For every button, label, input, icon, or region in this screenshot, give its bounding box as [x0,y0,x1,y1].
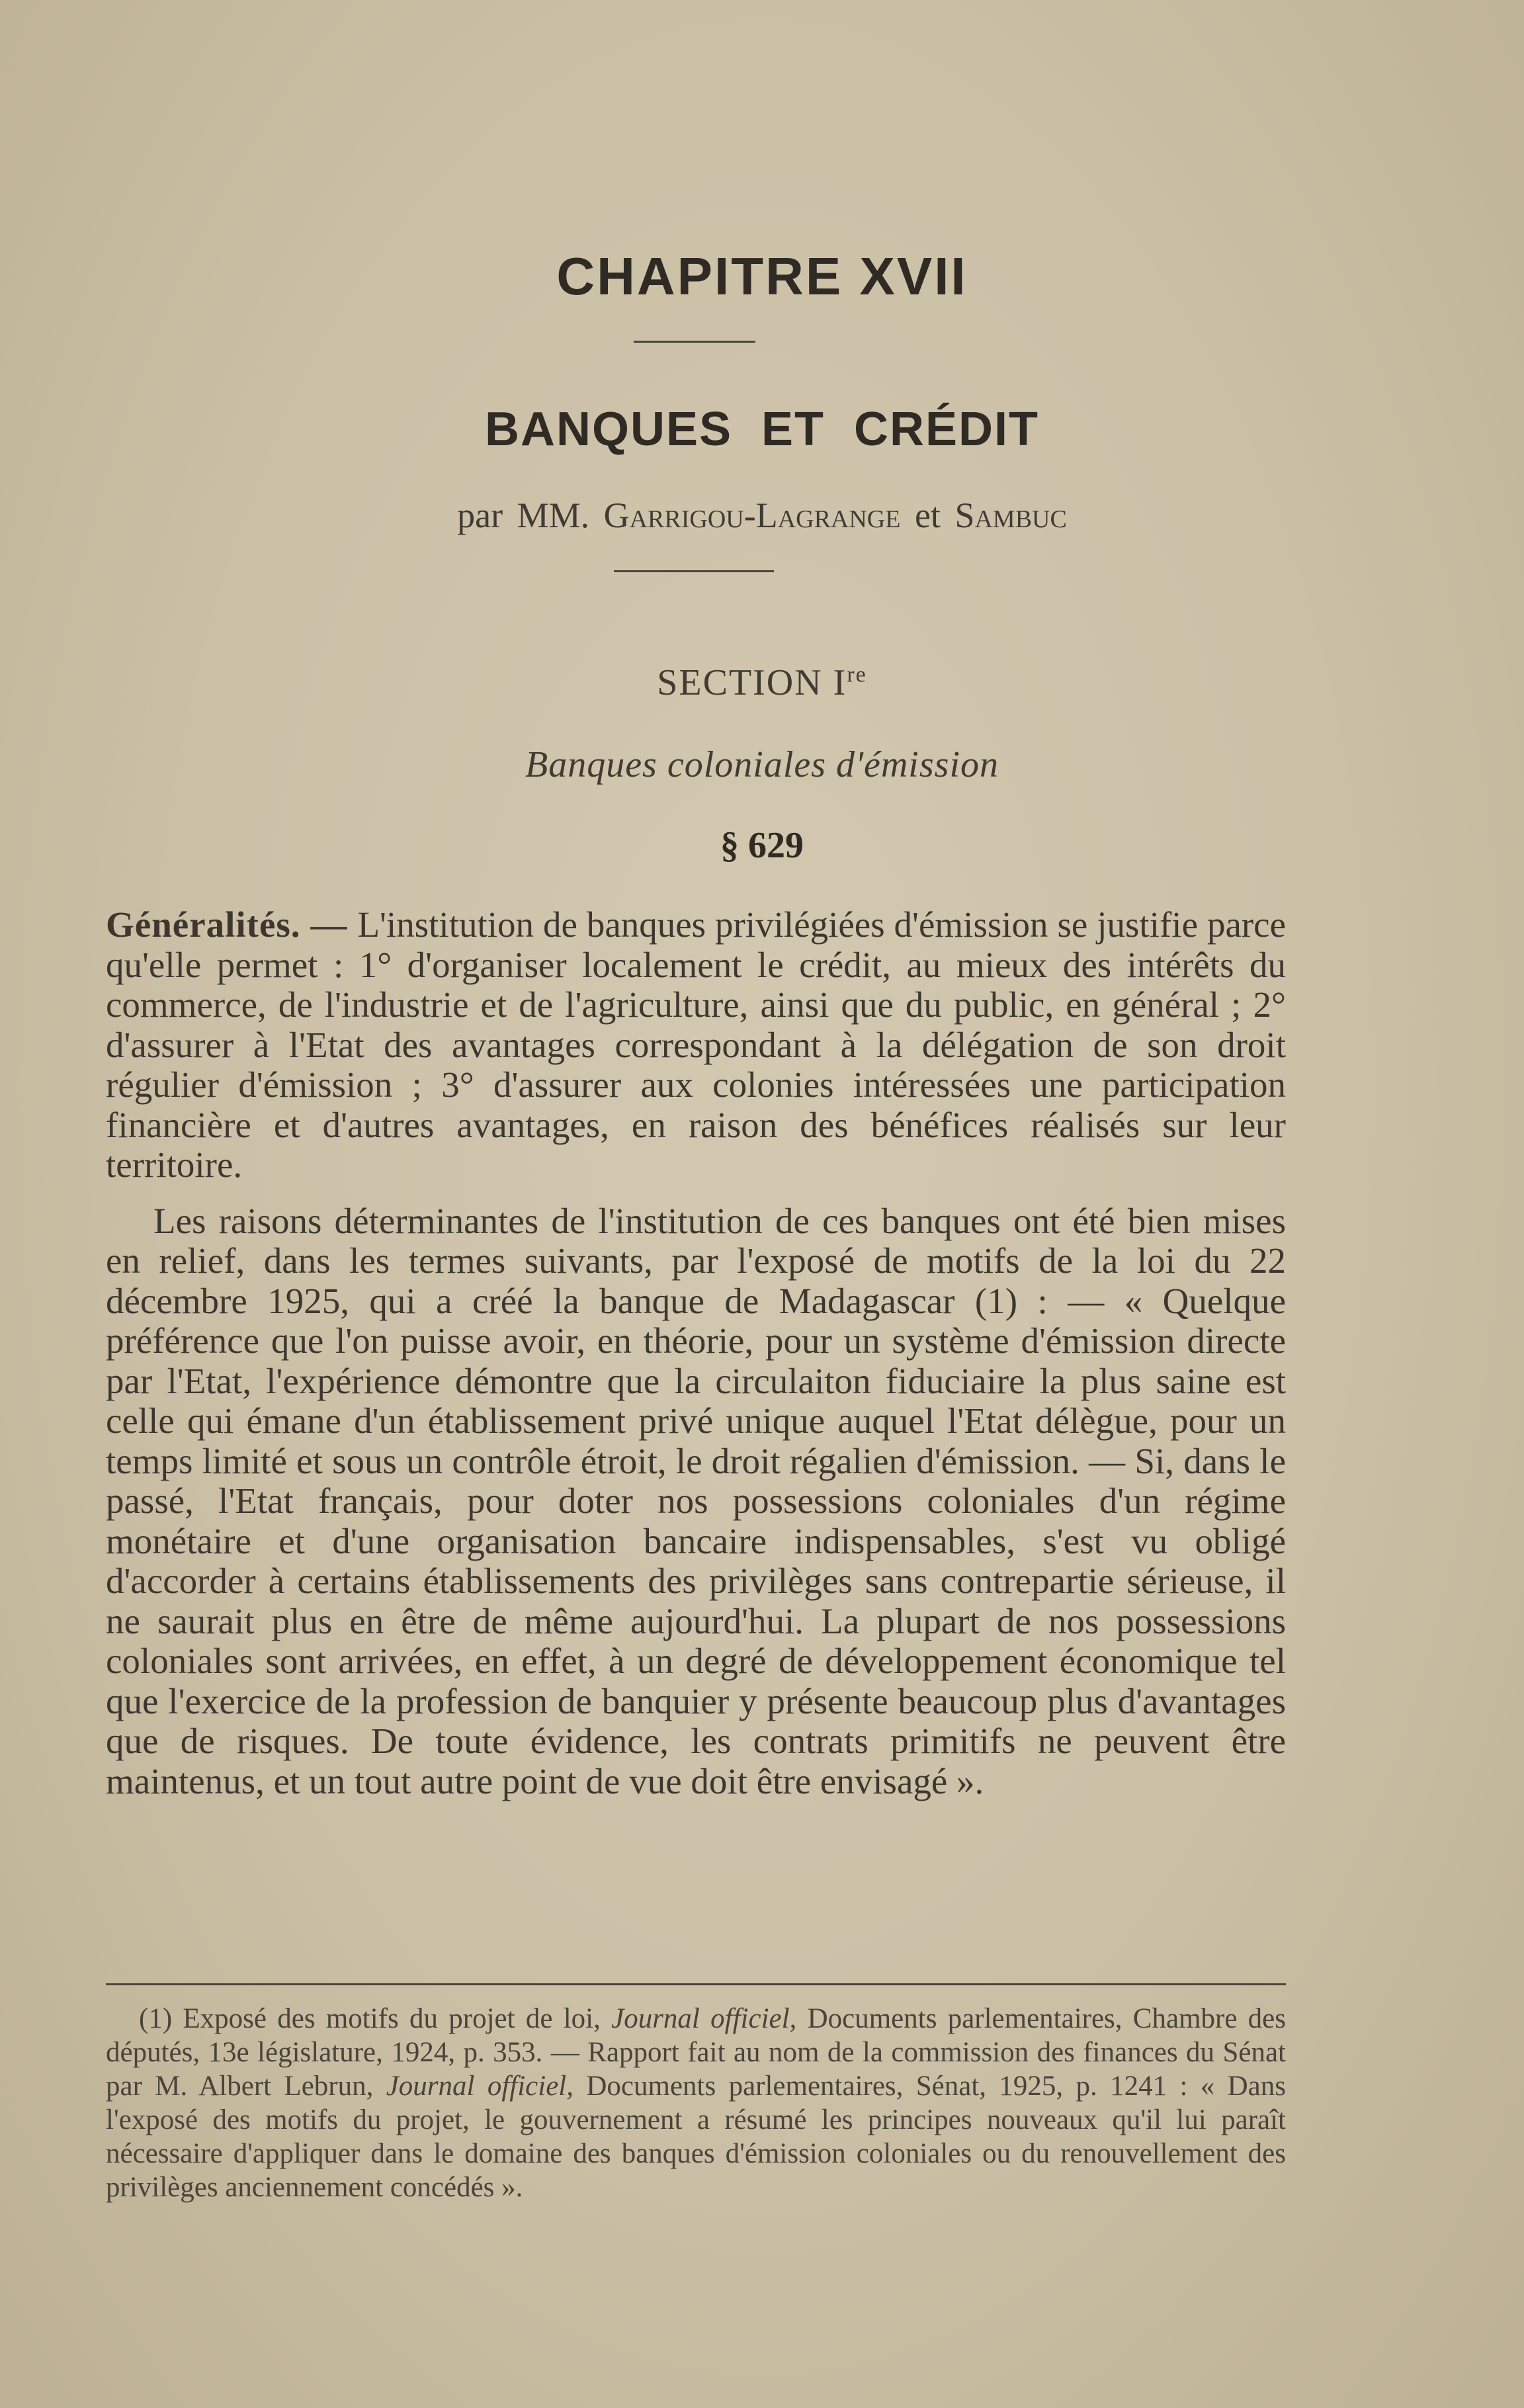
section-subtitle: Banques coloniales d'émission [525,744,999,785]
footnote-italic: Journal officiel, [611,2003,797,2034]
paragraph-lead: Généralités. — [106,904,358,945]
paragraph-number: § 629 [720,825,804,866]
footnote-text: Documents parlementaires, Sénat, 1925, p. 1241 : « Dans l'exposé des motifs du projet, le gouvernement a résumé les principes nouveaux qu'il lui paraît nécessaire d'appliquer dans le domaine des banques d'émission coloniales ou du renouvellement des privilèges anciennement concédés ». [106,2071,1286,2203]
authors-line [0,495,1524,536]
footnote-italic: Journal officiel, [386,2071,573,2102]
footnote-text: (1) Exposé des motifs du projet de loi, [139,2003,612,2034]
body-text [106,905,1286,1801]
footnote-divider [106,1983,1286,1985]
footnote [106,2002,1286,2204]
chapter-heading: CHAPITRE XVII [556,247,968,306]
author-2: Sambuc [954,495,1067,535]
chapter-title: BANQUES ET CRÉDIT [484,403,1040,456]
paragraph-text: L'institution de banques privilégiées d'émission se justifie parce qu'elle permet : 1° d'organiser localement le crédit, au mieux des intérêts du commerce, de l'industrie et de l'agriculture, ainsi que du public, en général ; 2° d'assurer à l'Etat des avantages correspondant à la délégation de son droit régulier d'émission ; 3° d'assurer aux colonies intéressées une participation financière et d'autres avantages, en raison des bénéfices réalisés sur leur territoire. [106,904,1287,1185]
authors-prefix: par MM. [457,495,590,535]
paragraph [106,905,1286,1185]
section-ordinal: re [847,662,867,687]
section-heading [0,662,1524,704]
section-label: SECTION I [657,662,847,703]
heading-divider [634,341,755,343]
author-1: Garrigou-Lagrange [603,495,901,535]
authors-divider [614,570,774,572]
authors-conjunction: et [914,495,941,535]
paragraph: Les raisons déterminantes de l'institution de ces banques ont été bien mises en relief, dans les termes suivants, par l'exposé de motifs de la loi du 22 décembre 1925, qui a créé la banque de Madagascar (1) : — « Quelque préférence que l'on puisse avoir, en théorie, pour un système d'émission directe par l'Etat, l'expérience démontre que la circulaiton fiduciaire la plus saine est celle qui émane d'un établissement privé unique auquel l'Etat délègue, pour un temps limité et sous un contrôle étroit, le droit régalien d'émission. — Si, dans le passé, l'Etat français, pour doter nos possessions coloniales d'un régime monétaire et d'une organisation bancaire indispensables, s'est vu obligé d'accorder à certains établissements des privilèges sans contrepartie sérieuse, il ne saurait plus en être de même aujourd'hui. La plupart de nos possessions coloniales sont arrivées, en effet, à un degré de développement économique tel que l'exercice de la profession de banquier y présente beaucoup plus d'avantages que de risques. De toute évidence, les contrats primitifs ne peuvent être maintenus, et un tout autre point de vue doit être envisagé ». [106,1200,1286,1801]
footnote-text: Documents parlementaires, Chambre des députés, 13e législature, 1924, p. 353. — Rapport fait au nom de la commission des finances du Sénat par M. Albert Lebrun, [106,2003,1287,2102]
